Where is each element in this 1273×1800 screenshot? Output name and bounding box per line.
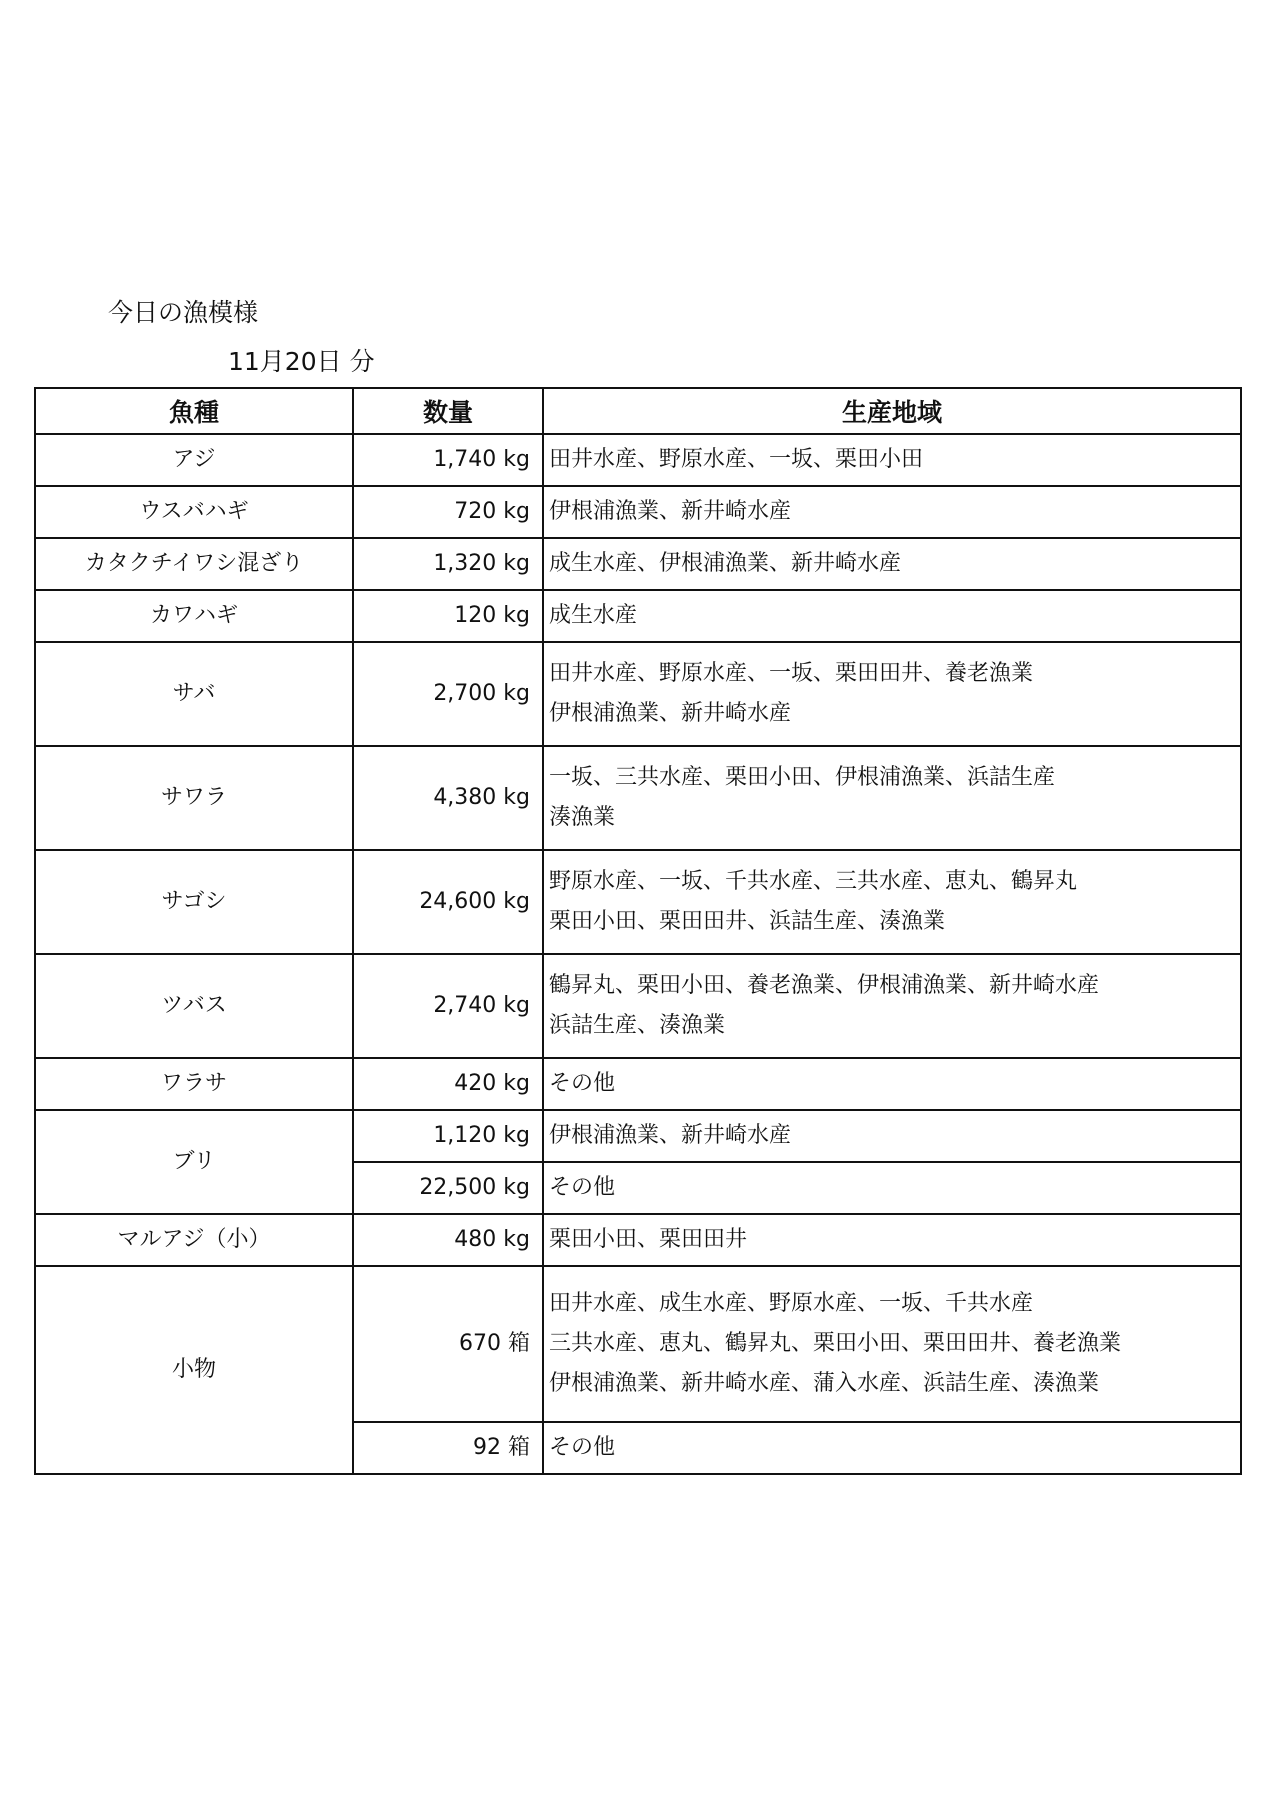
fish-species-cell: カワハギ	[35, 590, 353, 642]
production-area-cell	[543, 1266, 1241, 1422]
quantity-cell: 4,380 kg	[353, 746, 543, 850]
table-row	[35, 434, 1241, 486]
fish-species-cell: サバ	[35, 642, 353, 746]
production-area-cell	[543, 1110, 1241, 1162]
production-area-line: その他	[549, 1071, 616, 1096]
production-area-cell	[543, 1058, 1241, 1110]
production-area-cell	[543, 954, 1241, 1058]
table-row	[35, 590, 1241, 642]
fish-species-cell: ワラサ	[35, 1058, 353, 1110]
quantity-cell: 2,700 kg	[353, 642, 543, 746]
production-area-line: 伊根浦漁業、新井崎水産、蒲入水産、浜詰生産、湊漁業	[549, 1371, 1100, 1396]
fish-species-cell: サゴシ	[35, 850, 353, 954]
table-row	[35, 1058, 1241, 1110]
quantity-cell: 92 箱	[353, 1422, 543, 1474]
table-row	[35, 1214, 1241, 1266]
quantity-cell: 1,740 kg	[353, 434, 543, 486]
table-row	[35, 850, 1241, 954]
production-area-line: 湊漁業	[549, 805, 616, 830]
production-area-cell	[543, 746, 1241, 850]
header-production-area: 生産地域	[543, 388, 1241, 434]
catch-table	[34, 387, 1242, 1475]
fish-species-cell: ウスバハギ	[35, 486, 353, 538]
production-area-line: 三共水産、恵丸、鶴昇丸、栗田小田、栗田田井、養老漁業	[549, 1331, 1122, 1356]
quantity-cell: 22,500 kg	[353, 1162, 543, 1214]
quantity-cell: 480 kg	[353, 1214, 543, 1266]
production-area-line: 伊根浦漁業、新井崎水産	[549, 499, 792, 524]
table-row	[35, 486, 1241, 538]
fish-species-cell: 小物	[35, 1266, 353, 1474]
quantity-cell: 24,600 kg	[353, 850, 543, 954]
production-area-cell	[543, 850, 1241, 954]
table-row	[35, 1266, 1241, 1422]
fish-species-cell: ブリ	[35, 1110, 353, 1214]
table-row	[35, 1110, 1241, 1162]
production-area-cell	[543, 486, 1241, 538]
production-area-line: 野原水産、一坂、千共水産、三共水産、恵丸、鶴昇丸	[549, 869, 1078, 894]
production-area-line: 成生水産、伊根浦漁業、新井崎水産	[549, 551, 902, 576]
quantity-cell: 120 kg	[353, 590, 543, 642]
fish-species-cell: マルアジ（小）	[35, 1214, 353, 1266]
fish-species-cell: カタクチイワシ混ざり	[35, 538, 353, 590]
production-area-line: 栗田小田、栗田田井	[549, 1227, 748, 1252]
fish-species-cell: ツバス	[35, 954, 353, 1058]
table-row	[35, 746, 1241, 850]
production-area-cell	[543, 642, 1241, 746]
table-header-row	[35, 388, 1241, 434]
production-area-line: 成生水産	[549, 603, 638, 628]
production-area-cell	[543, 1214, 1241, 1266]
quantity-cell: 420 kg	[353, 1058, 543, 1110]
production-area-cell	[543, 1422, 1241, 1474]
fish-species-cell: アジ	[35, 434, 353, 486]
production-area-cell	[543, 1162, 1241, 1214]
production-area-cell	[543, 590, 1241, 642]
page-title: 今日の漁模様	[108, 298, 259, 327]
report-date: 11月20日 分	[228, 347, 375, 376]
table-row	[35, 642, 1241, 746]
production-area-line: 浜詰生産、湊漁業	[549, 1013, 726, 1038]
production-area-line: 一坂、三共水産、栗田小田、伊根浦漁業、浜詰生産	[549, 765, 1056, 790]
production-area-line: その他	[549, 1435, 616, 1460]
quantity-cell: 2,740 kg	[353, 954, 543, 1058]
table-body	[35, 434, 1241, 1474]
quantity-cell: 670 箱	[353, 1266, 543, 1422]
header-fish-species: 魚種	[35, 388, 353, 434]
production-area-line: 栗田小田、栗田田井、浜詰生産、湊漁業	[549, 909, 946, 934]
production-area-line: 鶴昇丸、栗田小田、養老漁業、伊根浦漁業、新井崎水産	[549, 973, 1100, 998]
quantity-cell: 1,120 kg	[353, 1110, 543, 1162]
fish-species-cell: サワラ	[35, 746, 353, 850]
production-area-line: 伊根浦漁業、新井崎水産	[549, 1123, 792, 1148]
production-area-cell	[543, 538, 1241, 590]
table-row	[35, 538, 1241, 590]
production-area-line: 田井水産、成生水産、野原水産、一坂、千共水産	[549, 1291, 1034, 1316]
production-area-cell	[543, 434, 1241, 486]
production-area-line: その他	[549, 1175, 616, 1200]
header-quantity: 数量	[353, 388, 543, 434]
quantity-cell: 1,320 kg	[353, 538, 543, 590]
production-area-line: 伊根浦漁業、新井崎水産	[549, 701, 792, 726]
production-area-line: 田井水産、野原水産、一坂、栗田田井、養老漁業	[549, 661, 1034, 686]
production-area-line: 田井水産、野原水産、一坂、栗田小田	[549, 447, 924, 472]
quantity-cell: 720 kg	[353, 486, 543, 538]
table-row	[35, 954, 1241, 1058]
